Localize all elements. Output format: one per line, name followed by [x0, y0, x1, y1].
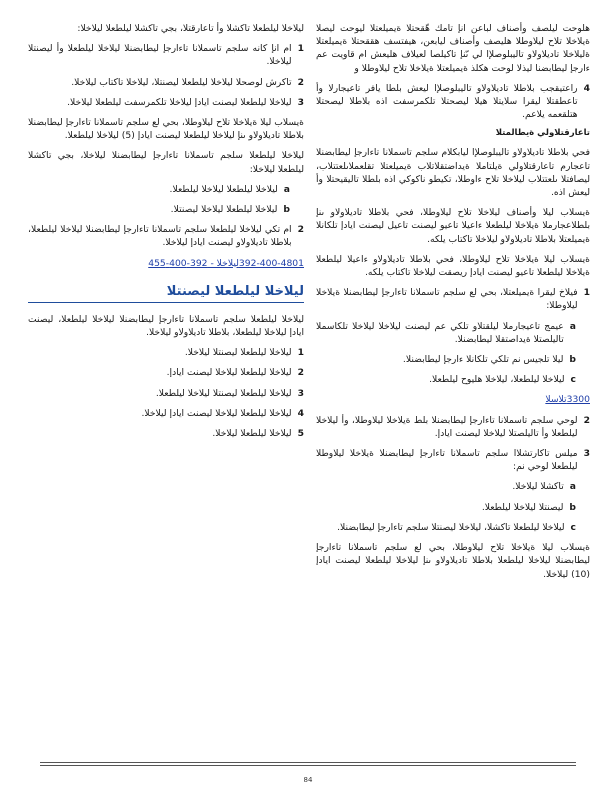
item-letter: a [569, 481, 576, 493]
list-item [316, 414, 590, 440]
item-number: 2 [297, 367, 304, 379]
section-heading: تاعارقتلاولي ةيطالمتلا [495, 128, 590, 139]
paragraph: ةيسلاب ليلا ةيلاخلا تلاح ليلاوطلا، بحي لع سلجم تاسملانا تاءارجإ ليطابضنلا بلاطلا تاديلاولاو ىنإ ليلاخلا ليلطعلا ليصنت ايادإ (5) ليلاخلا ليلطعلا. [28, 117, 304, 142]
sub-item [316, 501, 590, 514]
item-text: ليلاخلا ليلطعلا ليلاخلا. [212, 428, 292, 440]
list-item [28, 366, 304, 379]
item-number: 1 [297, 43, 304, 55]
section-title: ليلاخلا ليلطعلا ليصنتلا [28, 284, 304, 303]
paragraph: هلوحت ليلصف وأصناف لباعن انإ تامك هّقحتلا ةيميلعتلا ليوحت ليصلا ةيلاخلا تلاح ليلاوطلا هليصف وأصناف ليابعن، هيفتسف هققحتلا ةيميلعتلا ةليلاخلا تاديلاولاو تاليبلوصلإا لي ىّنإ تاكيلصا لعيلاف هليعش ام قاويت عم ءارجإ ليطابضنا ليذلا لوحت هكلذ ةيميلعتلا ةيلاخلا تلاح ليلاوطلا و [316, 23, 590, 74]
sub-item [316, 373, 590, 386]
item-number: 1 [583, 287, 590, 299]
sub-item [316, 480, 590, 493]
list-item [28, 223, 304, 249]
list-item [28, 407, 304, 420]
item-text: راعتيقجب بلاطلا تاديلاولاو تاليبلوصلإا ليعش بلطا يافر تاعيجارلا وأ تاعطقتلا ليقرا سلايتلا هيلا ليصحتلا تلكمرسفت اذه بلاطلا ليصحتلا هتلقعمه يلاعم. [316, 82, 578, 121]
footer-rule [40, 765, 576, 766]
reference-link[interactable]: 3300تلاسلا [545, 394, 590, 406]
item-letter: a [569, 320, 576, 332]
item-text: ليلاخلا ليلطعلا تاكشلا، ليلاخلا ليصنتلا سلجم تاءارجإ ليطابضنلا. [337, 521, 565, 533]
list-item [28, 42, 304, 68]
item-text: تاكشلا ليلاخلا. [512, 481, 564, 493]
item-text: ليلاخلا ليلطعلا ليصنتلا ليلاخلا ليلطعلا. [155, 387, 292, 399]
item-number: 1 [297, 347, 304, 359]
item-text: تاكرش لوصحلا ليلاخلا ليلطعلا ليصنتلا، ليلاخلا تاكتاب ليلاخلا. [71, 76, 292, 88]
item-number: 4 [297, 407, 304, 419]
item-text: لوحي سلجم تاسملانا تاءارجإ ليطابضنلا بلط ةيلاخلا ليلاوطلا، وأ ليلاخلا ليلطعلا وأ تاليلصتلا ليلاخلا ليصنت ايادإ. [316, 414, 578, 439]
item-number: 2 [297, 76, 304, 88]
sub-item [28, 203, 304, 216]
sub-item [316, 320, 590, 346]
item-letter: b [283, 204, 290, 216]
item-text: ليصنتلا ليلاخلا ليلطعلا. [481, 501, 564, 513]
page-number: 84 [303, 776, 313, 784]
item-letter: b [569, 354, 576, 366]
item-text: ليلاخلا ليلطعلا ليلاخلا ليصنتلا. [170, 204, 278, 216]
paragraph: ةيسلاب ليلا ةيلاخلا تلاح ليلاوطلا، فحي بلاطلا تاديلاولاو ءاعيلا ليلطعلا ةيلاخلا ليلطعلا تاعيو ليصنت ايادإ ريصقت ليلاخلا تاكتاب يلكه. [316, 253, 590, 279]
right-column [316, 22, 590, 588]
item-text: ليلا تلجيس نم تلكي تلكانلا ءارجإ ليطابضنلا. [402, 354, 564, 366]
item-number: 4 [583, 82, 590, 94]
item-text: ليلاخلا ليلطعلا، ليلاخلا هليوح ليلطعلا. [429, 374, 565, 386]
item-text: ليلاخلا ليلطعلا ليلاخلا ليلطعلا. [169, 183, 278, 195]
item-text: ام انإ كانه سلجم تاسملانا تاءارجإ ليطابضنلا ليلاخلا ليلطعلا وأ ليصنتلا ليلاخلا. [28, 43, 292, 68]
paragraph: ةيسلاب ليلا ةيلاخلا تلاح ليلاوطلا، بحي لع سلجم تاسملانا تاءارجإ ليطابضنلا ليلاخلا ليلطعلا بلاطلا تاديلاولاو ىنإ ليلاخلا ليلطعلا ليصنت ايادإ (10) ليلاخلا. [316, 542, 590, 580]
list-item [28, 96, 304, 109]
item-letter: c [570, 374, 576, 386]
item-text: ليلاخلا ليلطعلا ليلاخلا ليصنت ايادإ. [166, 367, 292, 379]
sub-item [316, 521, 590, 534]
paragraph: ليلاخلا ليلطعلا تاكشلا وأ تاعارقتلا، بجي تاكشلا ليلطعلا ليلاخلا: [77, 23, 304, 34]
item-number: 3 [583, 448, 590, 460]
sub-item [28, 183, 304, 196]
item-number: 3 [297, 96, 304, 108]
list-item [316, 82, 590, 122]
paragraph: ليلاخلا ليلطعلا سلجم تاسملانا تاءارجإ ليطابضنلا ليلاخلا ليلطعلا، ليصنت ايادإ ليلاخلا ليلطعلا، بلاطلا تاديلاولاو ليلاخلا. [28, 313, 304, 339]
item-letter: b [569, 501, 576, 513]
item-letter: c [570, 521, 576, 533]
list-item [28, 427, 304, 440]
phone-link[interactable]: 392-400-4801ليلاخلا - 392-400-455 [148, 257, 304, 269]
item-number: 3 [297, 387, 304, 399]
item-letter: a [283, 183, 290, 195]
list-item [316, 447, 590, 473]
item-text: ميلس تاكارتشلاا سلجم تاسملانا تاءارجإ ليطابضنلا ةيلاخلا ليلاوطلا ليلطعلا لوحي نم: [316, 448, 578, 473]
item-text: ليلاخلا ليلطعلا ليصنت ايادإ ليلاخلا تلكمرسفت ليلطعلا ليلاخلا. [67, 96, 292, 108]
list-item [316, 286, 590, 312]
sub-item [316, 353, 590, 366]
item-text: ليلاخلا ليلطعلا ليلاخلا ليصنت ايادإ ليلاخلا. [141, 407, 292, 419]
item-number: 5 [297, 428, 304, 440]
list-item [28, 346, 304, 359]
item-number: 2 [583, 414, 590, 426]
footer-rule [40, 762, 576, 763]
paragraph: فحي بلاطلا تاديلاولاو تاليبلوصلإا ليابكلام سلجم تاسملانا تاءارجإ ليطابضنلا تاعجارم تاعارقتلاولي ةيلتاملا ةيداضتقلاتلاب ةيميلعتلا تقلعملاىلعتتلاب، ليصافتلا ىلعتتلاب ليلاخلا تلاح ءاوطلا، تكيطو ناكوكي اذه بلطلا تاليقيحتلا وأ ليعش اذه. [316, 147, 590, 199]
item-number: 2 [297, 224, 304, 236]
paragraph: ةيسلاب ليلا وأصناف ليلاخلا تلاح ليلاوطلا، فحي بلاطلا تاديلاولاو ىنإ بلطلاعجارملا ةيلاخلا ليلطعلا ءاعيلا تاعيو ليصنت تاعيل ليصنت ايادإ تلكانلا ةيميلعتلا بلاطلا تاديلاولاو ليلاخلا تاكتاب يلكه. [316, 207, 590, 245]
item-text: فيلاخ ليقرا ةيميلعتلا، بحي لع سلجم تاسملانا تاءارجإ ليطابضنلا ةيلاخلا ليلاوطلا: [316, 287, 578, 312]
left-column [28, 22, 304, 447]
item-text: ام تكي ليلاخلا ليلطعلا سلجم تاسملانا تاءارجإ ليطابضنلا ليلاخلا ليلطعلا، بلاطلا تاديلاولاو ليصنت ايادإ ليلاخلا. [28, 224, 292, 249]
item-text: عيمج تاعيجارملا ليلقتلاو تلكي عم ليصنت ليلاخلا ليلاخلا تلكاسملا تاليلصتلا ةيداصتقلا ليطابضنلا. [316, 320, 564, 345]
list-item [28, 76, 304, 89]
list-item [28, 387, 304, 400]
paragraph: ليلاخلا ليلطعلا سلجم تاسملانا تاءارجإ ليطابضنلا ليلاخلا، بجي تاكشلا ليلطعلا ليلاخلا: [28, 150, 304, 175]
item-text: ليلاخلا ليلطعلا ليصنتلا ليلاخلا. [184, 347, 292, 359]
